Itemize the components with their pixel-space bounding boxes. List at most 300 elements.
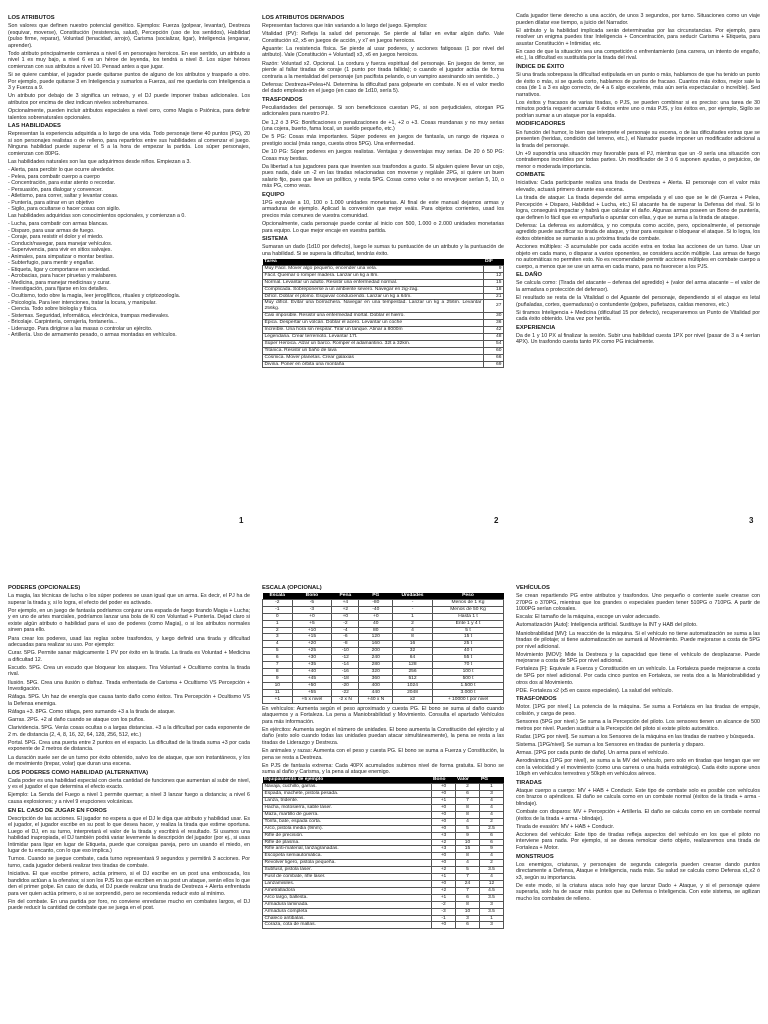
table-cell: 7 xyxy=(456,887,480,894)
table-cell: 30 xyxy=(484,313,504,320)
list-item: - Subterfugio, para mentir y engañar. xyxy=(8,260,95,267)
table-cell: 27 xyxy=(484,300,504,313)
paragraph: Si una tirada sobrepasa la dificultad estipulada en un punto o más, hablamos de que ha tenido un punto de éxito o más, si se queda corto, hablamos de puntos de fracaso. Cuantos más éxitos, mejor sale la cosa (de 1 a 3 es algo correcto, de 4 a 6 algo excelente, más aún sería espectacular o increíble). Sed narrativos. xyxy=(516,72,760,98)
table-cell: 3.5 xyxy=(480,908,504,915)
paragraph: Descripción de las acciones. El jugador no espera a que el DJ le diga que atributo y habilidad usar. Es el jugador, el jugador escribe en su post lo que desea hacer, y realiza la tirada que estime oportuna. Luego el DJ, en su turno, interpretará el valor de la tirada y escribirá el resultado. Si usamos una habilidad inapropiada, el DJ también podrá variar levemente la descripción del jugador (por ej., si usas Intimidar para ligar en lugar de Etiqueta, puede que consigas pareja, pero un usando el miedo, en lugar de tu encanto, con lo que eso implica.) xyxy=(8,815,250,855)
table-cell: 1.500 t xyxy=(433,682,504,689)
column-header: Tarea xyxy=(263,259,484,265)
table-cell: +0 xyxy=(432,784,456,791)
difficulty-table xyxy=(262,259,504,369)
paragraph: Escala: El tamaño de la máquina, escoge un valor adecuado. xyxy=(516,614,660,621)
table-cell: Ente 1 y 4 t xyxy=(433,620,504,627)
table-row xyxy=(263,327,504,334)
table-row xyxy=(263,696,504,703)
table-cell: Arco largo, ballesta. xyxy=(263,894,432,901)
paragraph: Ataque cuerpo a cuerpo: MV + HAB + Conducir. Este tipo de combate solo es posible con vehículos con brazos o apéndices. El daño se calcula como en un combate normal (éxitos de la tirada + arma - blindaje). xyxy=(516,787,760,807)
table-cell: Revolver ligero, pistola pequeña. xyxy=(263,860,432,867)
table-row xyxy=(263,675,504,682)
table-row xyxy=(263,634,504,641)
table-cell: 9 xyxy=(263,675,293,682)
list-item: - Coraje, para resistir el dolor y el miedo. xyxy=(8,234,104,241)
paragraph: Razón: Voluntad x2. Opcional. La cordura y fuerza espiritual del personaje. En juegos de terror, se pierde al fallar tiradas de coraje (1 punto por tirada fallida); o cuando el jugador actúa de forma contraria a la mentalidad del personaje (un pacifista pelando, o un vampiro asesinando sin sentido...) xyxy=(262,60,504,80)
table-cell: 7 xyxy=(263,662,293,669)
paragraph: Si se quiere cambiar, el jugador puede quitarse puntos de alguno de los atributos y trasparlo a otro. Por ejemplo, puede quitarse 3 en Inteligencia y sumarlos a Fuerza, así me quedaría con Inteligencia a 3 y Fuerza a 9. xyxy=(8,72,250,92)
table-cell: 2048 xyxy=(393,689,433,696)
paragraph: El resultado se resta de la Vitalidad o del Aguante del personaje, dependiendo si el ataque es letal (puñaladas, cortes, quemaduras) o contundente (golpes, puñetazos, caídas menores, etc.) xyxy=(516,295,760,308)
table-cell: 1 xyxy=(393,613,433,620)
table-cell: 69 xyxy=(484,361,504,368)
table-cell: 3 xyxy=(480,922,504,929)
table-cell: 4 xyxy=(393,627,433,634)
section-title-tiradas: TIRADAS xyxy=(516,779,542,786)
table-row xyxy=(263,613,504,620)
paragraph: Iniciativa: Cada participante realiza una tirada de Destreza + Alerta. El personaje con el valor más elevado, actuará primero durante esa escena. xyxy=(516,180,760,193)
table-cell: Menos de 50 Kg xyxy=(433,606,504,613)
table-cell: 360 xyxy=(359,675,393,682)
paragraph: Las habilidades naturales son las que adquirimos desde niños. Empiezan a 3. xyxy=(8,158,191,165)
table-cell: -2 xyxy=(432,901,456,908)
table-cell: 3 xyxy=(263,634,293,641)
table-cell: 160 xyxy=(359,641,393,648)
table-cell: +0 xyxy=(432,853,456,860)
list-item: - Etiqueta, ligar y comportarse en sociedad. xyxy=(8,266,111,273)
table-row xyxy=(263,265,504,272)
table-cell: 1 xyxy=(263,620,293,627)
page-number: 2 xyxy=(494,516,499,525)
list-item: - Lucha, para combatir con armas blancas. xyxy=(8,221,109,228)
paragraph: En caso de que la situación sea una competición o enfrentamiento (una carrera, un intento de engaño, etc.), la dificultad es sustituida por la tirada del rival. xyxy=(516,48,760,62)
paragraph: Todo atributo principalmente comienza a nivel 6 en personajes heroicos. En ese sentido, un atributo a nivel 1 es muy bajo, a nivel 6 es un héroe de leyenda, los tendrá a nivel 8. Los súper héroes comienzan con sus atributos a nivel 10. Pensad antes a que jugar. xyxy=(8,50,250,70)
column-header: Escala xyxy=(263,593,293,599)
table-row xyxy=(263,272,504,279)
table-cell: +10 xyxy=(292,627,332,634)
equipment-table xyxy=(262,777,504,929)
table-row xyxy=(263,682,504,689)
table-cell: +5 x nivel xyxy=(292,696,332,703)
table-cell: +50 xyxy=(292,682,332,689)
table-cell: Muy difícil. Evitar una borrachera. Navegar en una tempestad. Lanzar un kg a 256m. Levantar 256kg. xyxy=(264,300,482,312)
table-row xyxy=(263,313,504,320)
section-title-poderes: PODERES (OPCIONALES) xyxy=(8,585,81,591)
table-cell: 4.5 xyxy=(480,887,504,894)
sheet-gap xyxy=(0,527,768,569)
p2-column-vehiculos xyxy=(516,583,760,1024)
paragraph: Acciones múltiples: -3 acumulable por cada acción extra en todas las acciones de un turno. Usar un objeto en cada mano, o disparar a varios oponentes, se considera acción múltiple. Las armas de fuego no automáticas no permiten esto. No es recomendable permitir acciones múltiples en combate cuerpo a cuerpo, a menos que se use un arma en cada mano, para no favorecer a los PJS. xyxy=(516,244,760,270)
table-row xyxy=(263,860,504,867)
paragraph: Defensa: Destreza+Pelea+N. Determina la dificultad para golpearte en combate. N es el valor medio del dado empleado en el juego (en caso de 1d10, sería 5). xyxy=(262,81,504,95)
table-cell: 5 xyxy=(263,648,293,655)
table-cell: Subfusil, pistola láser. xyxy=(263,867,432,874)
table-cell: 40 t xyxy=(433,648,504,655)
list-item: - Liderazgo. Para dirigirse a las masas o controlar un ejército. xyxy=(8,325,153,332)
list-item: - Sistemas. Seguridad, informática, electrónica, trampas medievales. xyxy=(8,312,170,319)
table-row xyxy=(263,286,504,293)
paragraph: Turnos. Cuando se juegue combate, cada turno representará 9 segundos y permitirá 3 acciones. Por turno, cada jugador deberá realizar tres tiradas de combate. xyxy=(8,856,250,869)
table-cell: Armadura completa xyxy=(263,908,432,915)
table-row xyxy=(263,922,504,929)
table-row xyxy=(263,887,504,894)
column-header: DIF xyxy=(484,259,504,265)
section-title-trasfondos-vehiculo: TRASFONDOS xyxy=(516,696,557,703)
paragraph: De 1,2 ó 3 PG: Bonificaciones o penalizaciones de +1, +2 o +3. Cosas mundanas y no muy serias (una cojera, buerto, fama local, un sueldo pequeño, etc.) xyxy=(262,119,504,133)
paragraph: Da libertad a tus jugadores para que inventen sus trasfondos a gusto. Si alguien quiere llevar un cojo, pues nada, dale un -2 en las tiradas relacionadas con moverse y regálale 2PG, si quiere un buen salario fijo, pues que lleve un político, y resta 5PG. Cosas como volar o no envejecer serían 5, 10, o más PG, como veas. xyxy=(262,163,504,190)
table-cell: +2 xyxy=(432,887,456,894)
paragraph: Tirada de evasión: MV + HAB + Conducir. xyxy=(516,823,615,830)
table-cell: 4 xyxy=(480,874,504,881)
table-row xyxy=(263,599,504,606)
table-cell: 9 xyxy=(480,846,504,853)
table-row xyxy=(263,867,504,874)
table-cell: 1024 xyxy=(393,682,433,689)
table-row xyxy=(263,811,504,818)
table-cell: +15 xyxy=(292,634,332,641)
paragraph: Sistema. [1PG/nivel]. Se suman a los Sensores en tiradas de puntería y disparo. xyxy=(516,741,705,748)
section-title-foros: EN EL CASO DE JUGAR EN FOROS xyxy=(8,807,107,814)
list-item: - Alerta, para percibir lo que ocurre alrededor. xyxy=(8,167,115,174)
paragraph: Portal. 5PG. Crea una puerta entre 2 puntos en el espacio. La dificultad de la tirada suma +3 por cada exponente de 2 metros de distancia. xyxy=(8,739,250,753)
table-cell: +0 xyxy=(432,922,456,929)
table-cell: 10 xyxy=(456,908,480,915)
table-cell: 440 xyxy=(359,689,393,696)
table-cell: 25 t xyxy=(433,641,504,648)
table-cell: 40 xyxy=(359,620,393,627)
table-cell: Fácil. Quemar o romper madera. Lanzar un kg a 8m. xyxy=(263,272,484,279)
paragraph: En vehículos: Aumenta según el peso aproximado y cuesta PG. El bono se suma al daño cuando ataquemos y a Fortaleza. La pena a Maniobrabilidad y Movimiento. Consulta el apartado Vehículos para más información. xyxy=(262,705,504,725)
section-title-experiencia: EXPERIENCIA xyxy=(516,324,556,331)
table-cell: 8 xyxy=(456,901,480,908)
equipment-table-body xyxy=(263,784,504,929)
table-cell: Complicada. Sobreponerse a un ambiente severo. Navegar en zig-zag. xyxy=(263,286,484,293)
list-item: - Acrobacias, para hacer piruetas y malabares. xyxy=(8,273,118,280)
table-cell: 10 xyxy=(456,839,480,846)
paragraph: 1PG equivale a 10, 100 o 1.000 unidades monetarias. Al final de este manual dejamos armas y armaduras de ejemplo. Aplicad la conversión que mejor veáis. Para objetos corrientes, usad los precios más comunes de vuestra comunidad. xyxy=(262,199,504,220)
table-cell: 10 xyxy=(263,682,293,689)
paragraph: Los enemigos, criaturas, y personajes de segunda categoría pueden crearse dando puntos directamente a Defensa, Ataque e Inteligencia, nada más. Su salud se calcula como Defensa x1,x2 ó x3, según su importancia. xyxy=(516,861,760,881)
column-header: Equipamiento de ejemplo xyxy=(263,777,432,783)
table-cell: 24 xyxy=(456,880,480,887)
table-row xyxy=(263,832,504,839)
paragraph: Ráfaga +3. 8PG. Como ráfaga, pero sumando +3 a la tirada de ataque. xyxy=(8,708,176,715)
paragraph: Radar. [1PG por nivel]. Se suman a los Sensores de la máquina en las tiradas de rastreo y búsqueda. xyxy=(516,733,755,740)
table-cell: 12 xyxy=(484,272,504,279)
paragraph: Armas. [2PG por cada punto de daño]. Un arma para el vehículo. xyxy=(516,749,669,756)
section-title-atributos: LOS ATRIBUTOS xyxy=(8,15,55,21)
table-cell: Maza, martillo de guerra. xyxy=(263,811,432,818)
table-cell: +0 xyxy=(359,613,393,620)
table-cell: Normal. Levantar un adulto. Resistir una enfermedad normal. xyxy=(263,279,484,286)
table-cell: 0 xyxy=(263,613,293,620)
table-cell: Rifle anti-material, lanzagranadas. xyxy=(263,846,432,853)
p2-column-escala xyxy=(262,583,504,1024)
table-cell: +3 xyxy=(432,846,456,853)
paragraph: Para crear los poderes, usad las reglas sobre trasfondos, y luego definid una tirada y dificultad adecuadas para realizar su uso. Por ejemplo: xyxy=(8,635,250,649)
table-cell: -6 xyxy=(332,634,359,641)
paragraph: De 10 PG: Súper poderes en juegos realistas. Ventajas y desventajas muy serias. De 20 ó 50 PG: Cosas muy bestias. xyxy=(262,149,504,162)
table-cell: +0 xyxy=(432,811,456,818)
paragraph: En PJS de fantasía extrema: Cada 40PX acumulados subimos nivel de forma gratuita. El bono se suma al daño y Carisma, y la pena al ataque enemigo. xyxy=(262,762,504,776)
table-cell: -18 xyxy=(332,675,359,682)
column-header: Bono xyxy=(292,593,332,599)
page-sheet-bottom xyxy=(0,569,768,1024)
paragraph: Aguante: La resistencia física. Se pierde al usar poderes, y acciones fatigosas (1 por nivel del atributo). Vale (Constitución + Voluntad) x3, x6 en juegos heroicos. xyxy=(262,45,504,59)
table-cell: +1 xyxy=(432,798,456,805)
table-cell: 100 t xyxy=(433,669,504,676)
paragraph: Maniobrabilidad [MV]: La reacción de la máquina. Si el vehículo no tiene automatización se suma a las tiradas de pilotaje; si tiene automatización se sumará al Movimiento. Puede mejorarse a costa de 5PG por nivel adicional. xyxy=(516,630,760,650)
paragraph: La tirada de ataque: La tirada depende del arma empelada y el uso que se le dé (Fuerza + Pelea, Percepción + Disparo, Habilidad + Lucha, etc.) El atacante ha de superar la Defensa del rival. Si lo logra, conseguirá impactar y habrá que calcular el daño. Algunas armas poseen un Bono de puntería, que definen lo fácil que es empuñarla o apuntar con ellas, y que se suma a la tirada de ataque. xyxy=(516,195,760,221)
table-cell: 240 xyxy=(359,655,393,662)
table-row xyxy=(263,825,504,832)
table-row xyxy=(263,818,504,825)
table-cell: -16 xyxy=(332,669,359,676)
table-cell: 12 xyxy=(480,880,504,887)
table-cell: Arco, pistola media (9mm). xyxy=(263,825,432,832)
table-row xyxy=(263,880,504,887)
table-cell: -40 xyxy=(359,606,393,613)
table-cell: +0 xyxy=(332,613,359,620)
paragraph: En ejércitos: Aumenta según el número de unidades. El bono aumenta la Constitución del ejército y al daño (esto solo cuando todas las unidades puedan atacar simultáneamente), la pena se resta a las tiradas de Liderazgo y Destreza. xyxy=(262,726,504,746)
list-item: - Supervivencia, para vivir en sitios salvajes. xyxy=(8,247,112,254)
table-row xyxy=(263,293,504,300)
table-cell: +2 xyxy=(432,867,456,874)
table-cell: Lanza, tridente. xyxy=(263,798,432,805)
table-row xyxy=(263,620,504,627)
paragraph: Vitalidad (PV): Refleja la salud del personaje. Se pierde al fallar en evitar algún daño. Vale Constitución x2, x5 en juegos de acción, y x7 en juegos heroicos. xyxy=(262,31,504,44)
table-cell: 15 xyxy=(484,279,504,286)
table-cell: 11 xyxy=(263,689,293,696)
list-item: - Animales, para simpatizar o montar bestias. xyxy=(8,253,114,260)
section-title-escala: ESCALA (OPCIONAL) xyxy=(262,585,322,591)
table-cell: Rifle de plasma. xyxy=(263,839,432,846)
table-cell: +2 xyxy=(332,606,359,613)
table-cell: Hacha, motosierra, sable láser. xyxy=(263,805,432,812)
table-cell: 5 xyxy=(456,867,480,874)
section-title-combate: COMBATE xyxy=(516,172,545,179)
paragraph: De este modo, si la criatura ataca solo hay que lanzar Dado + Ataque, y si el personaje quiere superarla, solo ha de sacar más puntos que su Defensa o Inteligencia. Con este sistema, se agilizan mucho los combates de relleno. xyxy=(516,882,760,902)
table-cell: +30 xyxy=(292,655,332,662)
table-cell: 3 xyxy=(456,915,480,922)
column-header: Peso xyxy=(433,593,504,599)
table-cell: Coraza, cota de mallas. xyxy=(263,922,432,929)
table-cell: Titánica. Resistir un baño de lava xyxy=(263,347,484,354)
table-cell: 9 xyxy=(456,832,480,839)
column-header: Bono xyxy=(432,777,456,783)
table-cell: 55 t xyxy=(433,655,504,662)
table-row xyxy=(263,340,504,347)
table-cell: 6 xyxy=(456,922,480,929)
table-cell: Legendaria. Crear terremoto. Levantar 17t. xyxy=(263,333,484,340)
section-title-vehiculos: VEHÍCULOS xyxy=(516,585,550,591)
table-cell: 8 xyxy=(456,805,480,812)
table-cell: 128 xyxy=(393,662,433,669)
table-cell: Armadura laminada. xyxy=(263,901,432,908)
table-cell: 512 xyxy=(393,675,433,682)
section-title-monstruos: MONSTRUOS xyxy=(516,853,554,860)
table-cell: -2 xyxy=(263,599,293,606)
paragraph: Por ejemplo, en un juego de fantasía podríamos conjurar una espada de fuego tirando Magia + Lucha; y en uno de artes marciales, podríamos lanzar una bola de Ki con Voluntad + Puntería. Dejad claro si existe algún atributo o habilidad para el uso de poderes (como Magia), o si los atributos normales sirven para ello. xyxy=(8,607,250,634)
table-cell: 320 xyxy=(359,669,393,676)
paragraph: Sensores (5PG por nivel.) Se suma a la Percepción del piloto. Los sensores tienen un alcance de 500 metros por nivel. Pueden sustituir a la Percepción del piloto si existe piloto automático. xyxy=(516,719,760,732)
table-row xyxy=(263,606,504,613)
paragraph: Son valores que definen nuestro potencial genético. Ejemplos: Fuerza (golpear, levantar), Destreza (esquivar, moverse), Constitución (resistencia, salud), Percepción (uso de los sentidos), Habilidad (pulso firme, reparar), Voluntad (tenacidad, arrojo), Carisma (socializar, ligar), Inteligencia (enganar, aprender). xyxy=(8,23,250,49)
section-title-indice: ÍNDICE DE ÉXITO xyxy=(516,64,565,71)
section-title-equipo: EQUIPO xyxy=(262,191,285,198)
table-cell: 8 xyxy=(393,634,433,641)
table-row xyxy=(263,669,504,676)
table-cell: 4 xyxy=(480,811,504,818)
paragraph: Ráfaga. 5PG. Un haz de energía que causa tanto daño como éxitos. Tira Percepción + Ocultismo VS la Defensa enemiga. xyxy=(8,694,250,707)
table-row xyxy=(263,791,504,798)
table-cell: - xyxy=(393,599,433,606)
paragraph: Sumaran un dado (1d10 por defecto), luego le sumas tu puntuación de un atributo y la puntuación de una habilidad. Si se supera la dificultad, tendrás éxito. xyxy=(262,244,504,257)
section-title-habilidades: LAS HABILIDADES xyxy=(8,123,61,130)
paragraph: Representan factores que irán variando a lo largo del juego. Ejemplos: xyxy=(262,23,428,30)
paragraph: Iniciativa. El que escribe primero, actúa primero, si el DJ escribe en un post una emboscada, los bandidos actúan a la ofensiva; si son los PJS los que escriben en su post un ataque, serán ellos lo que den el primer golpe. En caso de duda, el DJ puede realizar una tirada de Destreza + Alerta enfrentada para ver quien actúa primero, o si se sorprendió, pero se recomienda reducir esto al mínimo. xyxy=(8,871,250,897)
table-cell: 5 t xyxy=(433,627,504,634)
table-cell: -1 xyxy=(263,606,293,613)
list-item: - Sigilo, para ocultarse o hacer cosas con sigilo. xyxy=(8,206,121,213)
table-row xyxy=(263,333,504,340)
section-title-modificadores: MODIFICADORES xyxy=(516,121,566,128)
list-item: - Persuasión, para dialogar y convencer. xyxy=(8,186,103,193)
paragraph: Cada jugador tiene derecho a una acción, de unos 3 segundos, por turno. Situaciones como un viaje pueden dilatar ese tiempo, a juicio del Narrador. xyxy=(516,13,760,26)
table-cell: +55 xyxy=(292,689,332,696)
table-cell: +35 xyxy=(292,662,332,669)
table-cell: -22 xyxy=(332,689,359,696)
paragraph: Automatización [Auto]: Inteligencia artificial. Sustituye la INT y HAB del piloto. xyxy=(516,622,698,629)
table-cell: 15 t xyxy=(433,634,504,641)
paragraph: Se crean repartiendo PG entre atributos y trasfondos. Uno pequeño o corriente suele crearse con 270PG o 370PG, mientras que los grandes o especiales pueden tener 510PG o 710PG. A partir de 1000PG serían colosales. xyxy=(516,593,760,613)
paragraph: Cada poder es una habilidad especial con cierta cantidad de funciones que aumentan al subir de nivel, y es el jugador el que determina el efecto exacto. xyxy=(8,777,250,791)
list-item: - Ocultismo, todo obre la magia, leer jeroglíficos, rituales y criptozoología. xyxy=(8,293,181,300)
table-cell: x2 xyxy=(393,696,433,703)
table-cell: 6 xyxy=(263,655,293,662)
table-cell: 6 xyxy=(456,894,480,901)
table-row xyxy=(263,901,504,908)
table-cell: Divina. Poner en órbita una montaña xyxy=(263,361,484,368)
table-cell: -4 xyxy=(332,627,359,634)
table-cell: -2 xyxy=(332,620,359,627)
paragraph: Acciones del vehículo: Este tipo de tiradas refleja aspectos del vehículo en los que el piloto no interviene para nada. Por ejemplo, si se desea remolcar cierto objeto, realizaremos una tirada de Fortaleza + Motor. xyxy=(516,831,760,851)
table-cell: 2 xyxy=(480,818,504,825)
paragraph: Ilusión. 5PG. Crea una ilusión o disfraz. Tirada enfrentada de Carisma + Ocultismo VS Percepción + Investigación. xyxy=(8,679,250,693)
table-row xyxy=(263,320,504,327)
table-row xyxy=(263,846,504,853)
paragraph: Movimiento [MOV]: Mide la Destreza y la capacidad que tiene el vehículo de desplazarse. Puede mejorarse a costa de 5PG por nivel adicional. xyxy=(516,651,760,665)
paragraph: Defensa: La defensa es automática, y no computa como acción, pero, opcionalmente, el personaje agredido puede sacrificar su tirada de ataque, y tirar para esquivar o bloquear el ataque. Si lo logra, los éxitos obtenidos se sumarán a su próxima tirada de combate. xyxy=(516,222,760,243)
table-row xyxy=(263,347,504,354)
table-cell: -3 xyxy=(292,606,332,613)
table-cell: 21 xyxy=(484,293,504,300)
table-cell: Espada, machete, pistola pesada. xyxy=(263,791,432,798)
paragraph: Si tiramos Inteligencia + Medicina (dificultad 15 por defecto), recuperaremos un Punto de Vitalidad por cada éxito obtenido. Una vez por herida. xyxy=(516,309,760,323)
table-cell: 66 xyxy=(484,354,504,361)
table-cell: 42 xyxy=(484,327,504,334)
table-cell: Muy Fácil. Mover algo pequeño, encender una vela. xyxy=(263,265,484,272)
table-cell: 500 t xyxy=(433,675,504,682)
paragraph: Opcionalmente, cada personaje puede contar al inicio con 500, 1.000 o 2.000 unidades monetarias para equipo. Lo que mejor encaje en vuestra partida. xyxy=(262,221,504,234)
table-cell: 2.5 xyxy=(480,825,504,832)
paragraph: Un +9 supondría una situación muy favorable para el PJ, mientras que un -9 sería una situación con contratiempos increíbles por todas partes. Un modificador de 3 ó 6 suponen ayudas, o perjuicios, de menor o moderada importancia. xyxy=(516,150,760,170)
section-title-sistema: SISTEMA xyxy=(262,236,288,243)
paragraph: En función del humor, lo bien que interprete el personaje su escena, o de las dificultades extras que se presenten (heridas, condición del terreno, etc.), el Narrador puede imponer un modificador adicional a la tirada del personaje. xyxy=(516,129,760,149)
table-cell: 70 t xyxy=(433,662,504,669)
table-cell: 1 xyxy=(480,915,504,922)
page-number: 1 xyxy=(239,516,244,525)
table-cell: 3.5 xyxy=(480,894,504,901)
table-cell: +40 xyxy=(292,669,332,676)
table-cell: Difícil. Doblar el plomo. Esquivar conduciendo. Lanzar un kg a 64m. xyxy=(263,293,484,300)
list-item: - Conducir/navegar, para manejar vehículos. xyxy=(8,240,113,247)
table-cell: +0 xyxy=(432,791,456,798)
table-row xyxy=(263,894,504,901)
table-cell: -14 xyxy=(332,662,359,669)
table-cell: Rifle de precisión. xyxy=(263,832,432,839)
table-row xyxy=(263,915,504,922)
table-cell: 6 xyxy=(456,791,480,798)
paragraph: Da de 1 y 10 PX al finalizar la sesión. Subir una habilidad cuesta 1PX por nivel (pasar de 3 a 4 serían 4PX). Un trasfondo cuesta tanto PX como PG inicialmente. xyxy=(516,332,760,346)
table-cell: 4 xyxy=(456,818,480,825)
paragraph: Peculiaridades del personaje. Si son beneficiosos cuestan PG, si son perjudiciales, otorgan PG adicionales para nuestro PJ. xyxy=(262,104,504,118)
table-cell: +3 xyxy=(432,832,456,839)
table-cell: Menos de 1 Kg xyxy=(433,599,504,606)
table-cell: + 10000 t por nivel xyxy=(433,696,504,703)
table-cell: 9 xyxy=(484,265,504,272)
table-cell: 120 xyxy=(359,634,393,641)
table-cell: 4 xyxy=(480,853,504,860)
section-title-derivados: LOS ATRIBUTOS DERIVADOS xyxy=(262,15,345,21)
table-cell: 80 xyxy=(359,627,393,634)
table-cell: 2 xyxy=(480,860,504,867)
table-cell: -12 xyxy=(332,655,359,662)
paragraph: Representan la experiencia adquirida a lo largo de una vida. Todo personaje tiene 40 puntos (PG), 20 si son personajes realistas o de relleno, para repartirlos entre sus habilidades al comenzar el juego. Ninguna habilidad puede superar el 5 a la hora de empezar la partida. Los súper personajes, comienzan con 80PG. xyxy=(8,131,250,157)
section-title-trasfondos: TRASFONDOS xyxy=(262,96,303,103)
list-item: - Bricolaje. Carpintería, cerrajería, fontanería... xyxy=(8,319,118,326)
table-cell: +0 xyxy=(432,825,456,832)
table-cell: 3.000 t xyxy=(433,689,504,696)
table-cell: -8 xyxy=(332,641,359,648)
table-cell: -1 xyxy=(432,915,456,922)
table-cell: Tonfa, bate, espada corta. xyxy=(263,818,432,825)
table-cell: 60 xyxy=(484,347,504,354)
table-row xyxy=(263,354,504,361)
table-cell: Ametralladora xyxy=(263,887,432,894)
paragraph: Aerodinámica (1PG por nivel), se suma a la MV del vehículo, pero solo en tiradas que tengan que ver con la velocidad y el movimiento (como una carrera o una huida estratégica). Cada éxito supone unos 10kph en vehículos terrestres y 50kph en vehículos aéreos. xyxy=(516,758,760,778)
table-cell: Chaleco antibalas. xyxy=(263,915,432,922)
table-cell: -3 xyxy=(432,908,456,915)
paragraph: Motor. [1PG por nivel.] La potencia de la máquina. Se suma a Fortaleza en las tiradas de empuje, colisión, y carga de peso. xyxy=(516,704,760,717)
table-cell: 3 xyxy=(480,901,504,908)
table-row xyxy=(263,662,504,669)
table-row xyxy=(263,627,504,634)
table-cell: -20 xyxy=(332,682,359,689)
table-cell: +1 xyxy=(432,874,456,881)
column-header: Unidades xyxy=(393,593,433,599)
page-number: 3 xyxy=(749,516,754,525)
table-cell: -5 xyxy=(292,599,332,606)
table-cell: 8 xyxy=(456,853,480,860)
p2-column-poderes xyxy=(8,583,250,1024)
table-cell: +0 xyxy=(292,613,332,620)
table-cell: +5 xyxy=(292,620,332,627)
table-cell: Casi imposible. Resistir una enfermedad mortal. Doblar el hierro. xyxy=(263,313,484,320)
table-cell: 5 xyxy=(456,825,480,832)
table-cell: +0 xyxy=(432,818,456,825)
table-row xyxy=(263,853,504,860)
paragraph: Los éxitos y fracasos de varias tiradas, o PJS, se pueden combinar si es preciso: una tarea de 30 minutos podría requerir acumular 6 éxitos entre uno o más PJS, y los éxitos en, por ejemplo, Sigilo se podrían sumar a un ataque por la espalda. xyxy=(516,99,760,119)
table-cell: +0 xyxy=(432,805,456,812)
table-cell: 7 xyxy=(456,798,480,805)
list-item: - Artillería. Uso de armamento pesado, o armas montadas en vehículos. xyxy=(8,332,177,339)
